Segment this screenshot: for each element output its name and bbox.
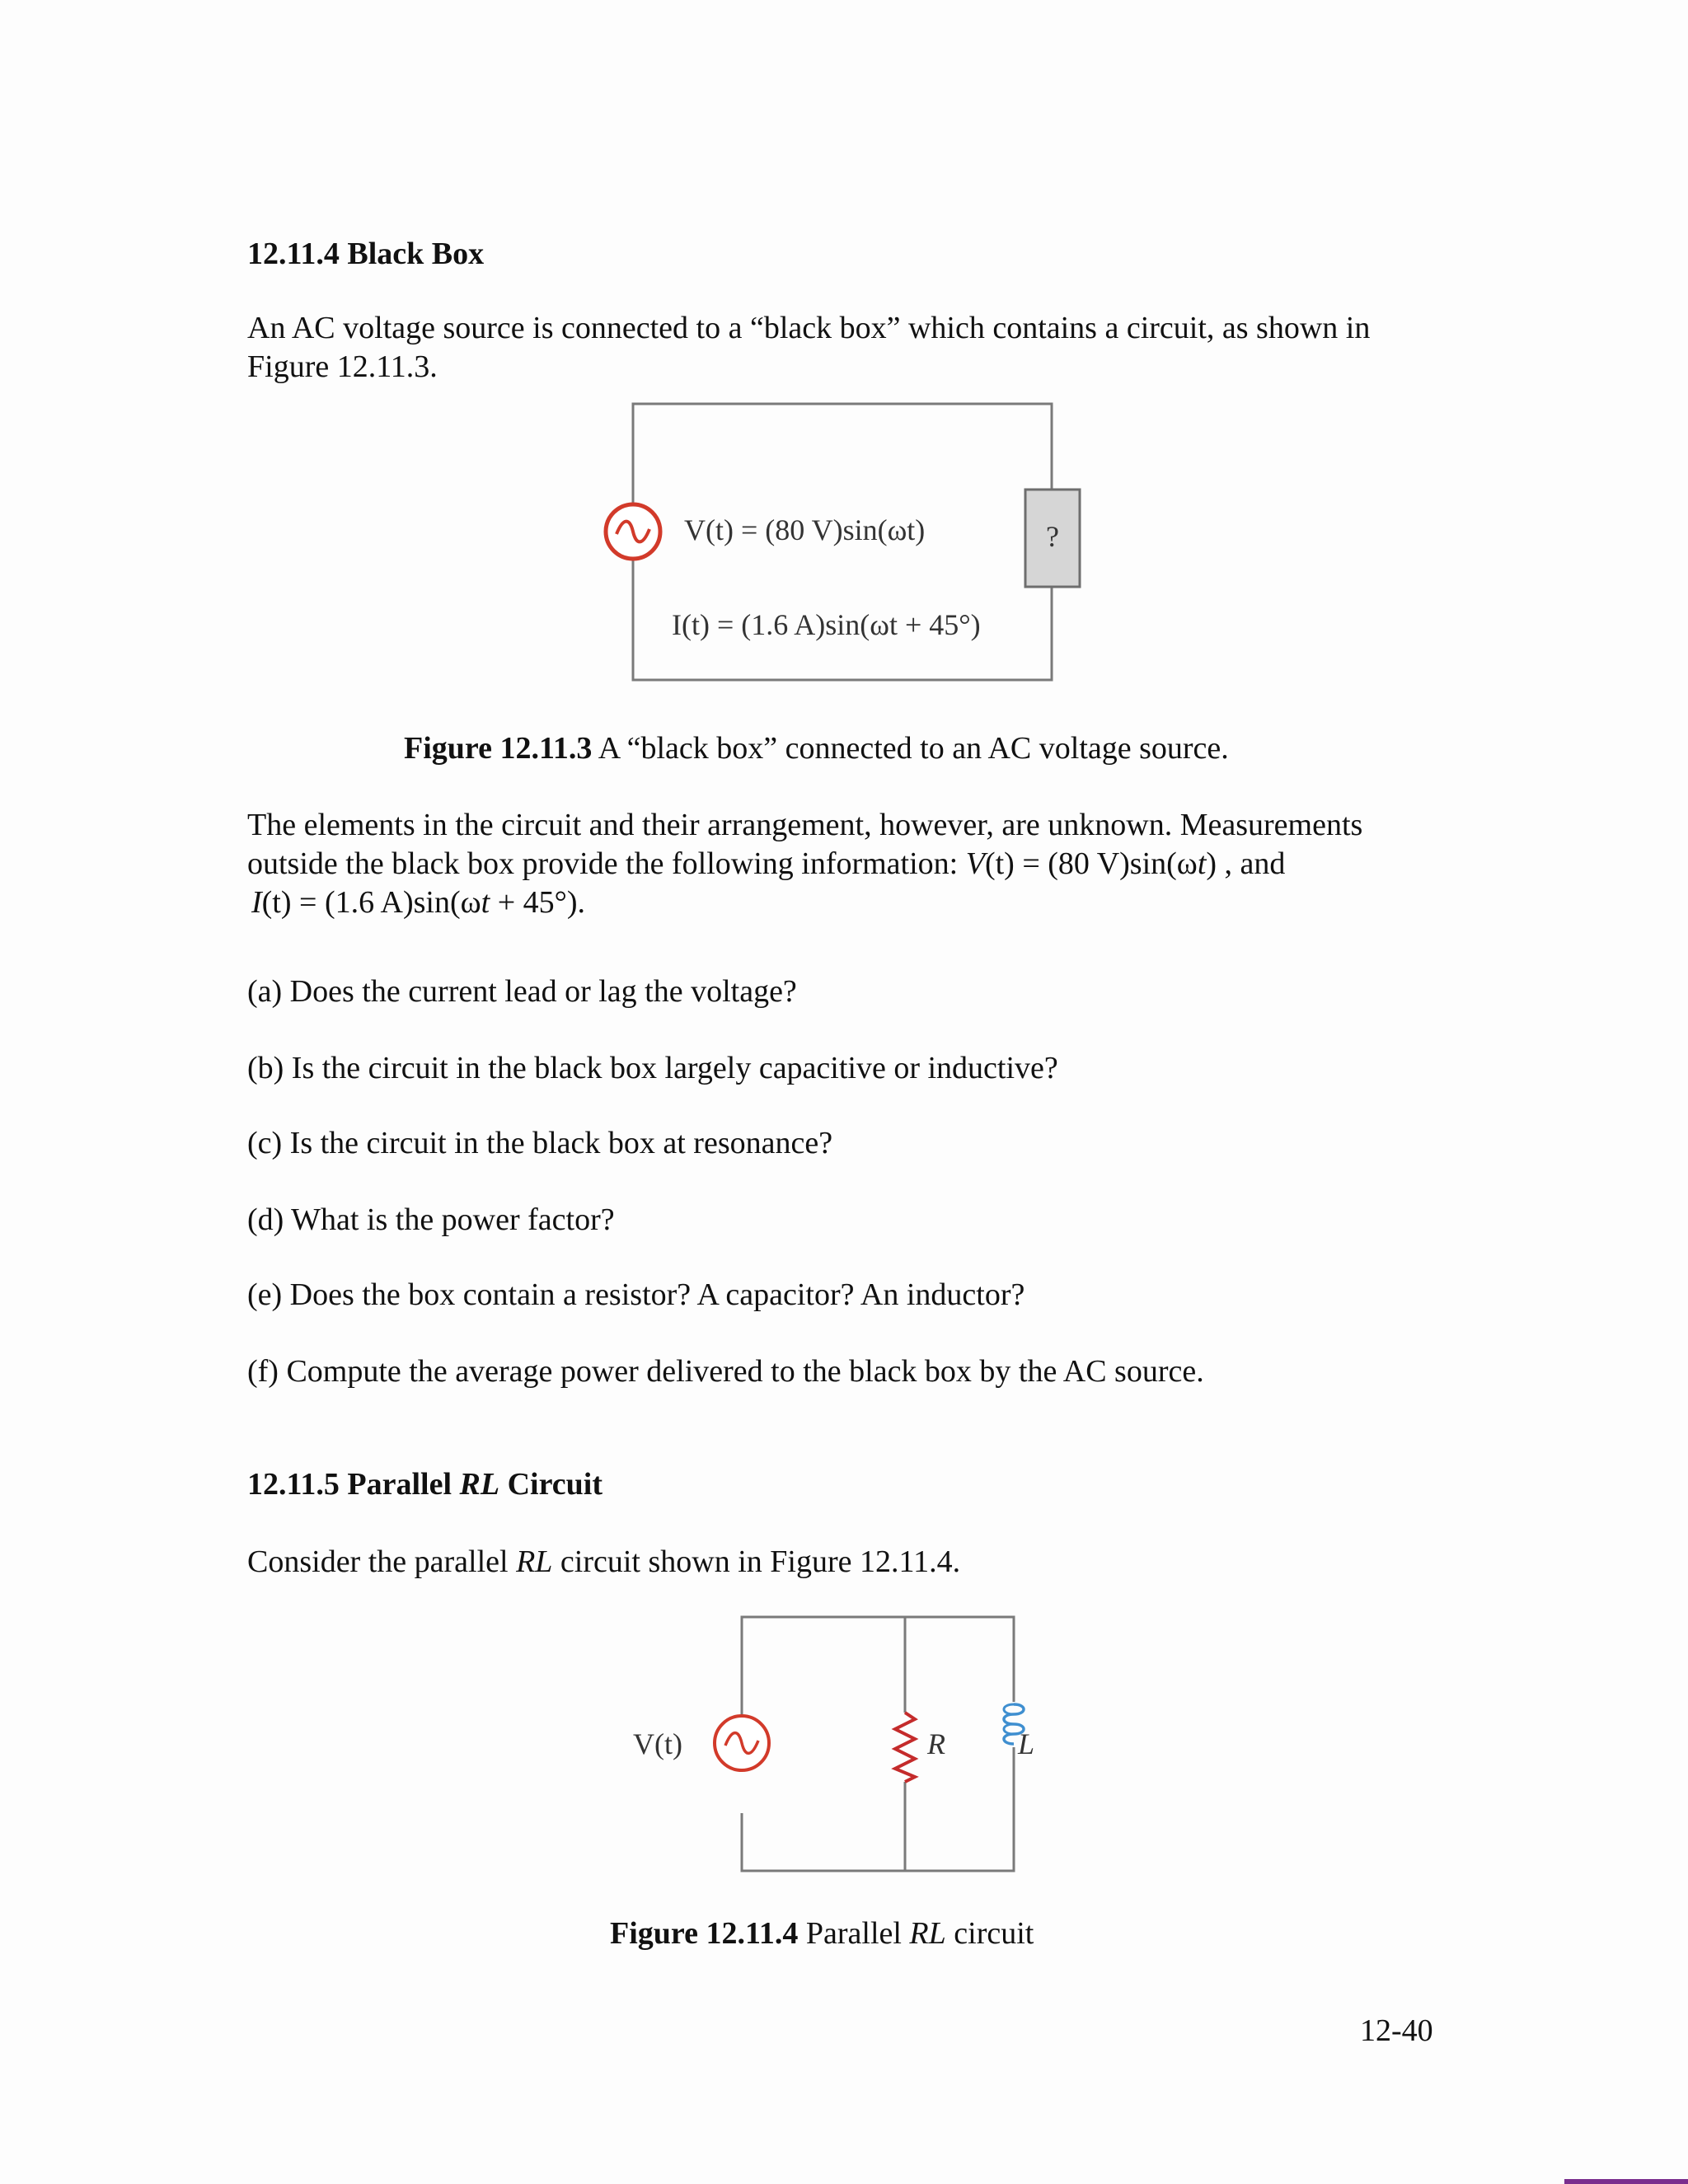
body-line-3: [251, 883, 585, 922]
caption-rl: RL: [909, 1916, 946, 1951]
page-number: 12-40: [1360, 2013, 1433, 2048]
question-b: (b) Is the circuit in the black box largely capacitive or inductive?: [247, 1051, 1058, 1085]
question-a: (a) Does the current lead or lag the voltage?: [247, 974, 797, 1009]
body-line-1: The elements in the circuit and their arrangement, however, are unknown. Measurements: [247, 808, 1363, 842]
intro-prefix: Consider the parallel: [247, 1544, 517, 1579]
intro-rl: RL: [516, 1544, 553, 1579]
body-line-2: [247, 845, 1285, 883]
bottom-accent-bar: [1564, 2179, 1688, 2184]
parallel-rl-intro: [247, 1543, 960, 1582]
source-label: V(t): [633, 1727, 682, 1760]
body-i-t: t: [481, 885, 490, 920]
heading-suffix: Circuit: [499, 1467, 603, 1502]
intro-line-1: An AC voltage source is connected to a “black box” which contains a circuit, as shown in: [247, 311, 1371, 345]
question-e: (e) Does the box contain a resistor? A capacitor? An inductor?: [247, 1277, 1025, 1312]
question-d: (d) What is the power factor?: [247, 1202, 615, 1237]
ac-source-icon: [715, 1716, 769, 1770]
intro-suffix: circuit shown in Figure 12.11.4.: [552, 1544, 961, 1579]
caption-figure-number: Figure 12.11.4: [610, 1916, 799, 1951]
caption-figure-number: Figure 12.11.3: [404, 731, 593, 766]
caption-suffix: circuit: [945, 1916, 1034, 1951]
body-i-end: + 45°).: [490, 885, 585, 920]
figure-parallel-rl-diagram: [626, 1607, 1039, 1887]
heading-prefix: 12.11.5 Parallel: [247, 1467, 460, 1502]
body-v-symbol: V: [965, 846, 985, 881]
parallel-circuit-wires: [742, 1617, 1014, 1871]
body-v-eq: = (80 V)sin(ω: [1014, 846, 1198, 881]
body-i-symbol: I: [251, 885, 262, 920]
body-v-t: t: [1197, 846, 1207, 881]
body-v-arg: (t): [984, 846, 1015, 881]
intro-line-2: Figure 12.11.3.: [247, 349, 438, 384]
body-i-arg: (t): [261, 885, 292, 920]
heading-rl: RL: [459, 1467, 500, 1502]
figure-12-11-4-caption: [610, 1914, 1034, 1953]
resistor-label: R: [927, 1727, 945, 1760]
question-c: (c) Is the circuit in the black box at resonance?: [247, 1126, 833, 1160]
section-heading-parallel-rl: [247, 1465, 603, 1504]
body-i-eq: = (1.6 A)sin(ω: [291, 885, 481, 920]
figure-12-11-3-caption: [404, 729, 1229, 768]
body-v-end: ) , and: [1206, 846, 1286, 881]
caption-prefix: Parallel: [798, 1916, 910, 1951]
ac-source-icon: [606, 504, 660, 559]
question-f: (f) Compute the average power delivered to the black box by the AC source.: [247, 1354, 1204, 1389]
figure-black-box-diagram: [593, 396, 1104, 688]
resistor-icon: [895, 1713, 915, 1782]
section-heading-black-box: 12.11.4 Black Box: [247, 237, 485, 271]
voltage-equation-label: V(t) = (80 V)sin(ωt): [684, 513, 926, 546]
current-equation-label: I(t) = (1.6 A)sin(ωt + 45°): [672, 608, 981, 641]
inductor-label: L: [1017, 1727, 1034, 1760]
black-box-question-mark: ?: [1046, 520, 1059, 553]
body-line-2-prefix: outside the black box provide the following information:: [247, 846, 966, 881]
caption-text: A “black box” connected to an AC voltage source.: [592, 731, 1229, 766]
